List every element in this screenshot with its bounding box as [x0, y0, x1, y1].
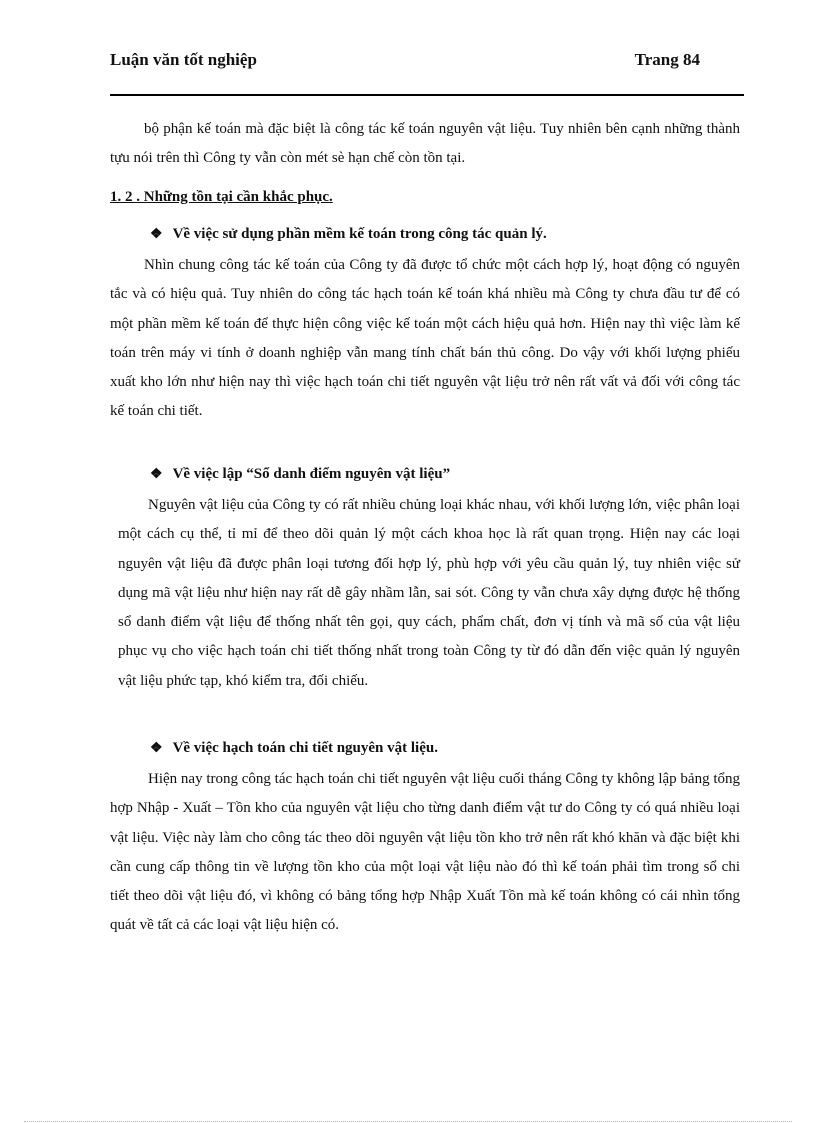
item-body: Nguyên vật liệu của Công ty có rất nhiều chủng loại khác nhau, với khối lượng lớn, việc phân loại một cách cụ thể, tỉ mỉ để theo dõi quản lý một cách khoa học là rất quan trọng. Hiện nay các loại nguyên vật liệu đã được phân loại tương đối hợp lý, phù hợp với yêu cầu quản lý, tuy nhiên việc sử dụng mã vật liệu như hiện nay rất dễ gây nhầm lẫn, sai sót. Công ty vẫn chưa xây dựng được hệ thống sổ danh điểm vật liệu để thống nhất tên gọi, quy cách, phẩm chất, đơn vị tính và mã số của vật liệu phục vụ cho việc hạch toán chi tiết thống nhất trong toàn Công ty từ đó dẫn đến việc quản lý nguyên vật liệu phức tạp, khó kiểm tra, đối chiếu. [118, 497, 740, 689]
diamond-bullet-icon: ❖ [150, 467, 163, 482]
item-heading [150, 464, 450, 485]
header-divider [110, 94, 744, 96]
item-heading-text: Về việc hạch toán chi tiết nguyên vật liệu. [172, 740, 438, 756]
item-body: Nhìn chung công tác kế toán của Công ty đã được tổ chức một cách hợp lý, hoạt động có nguyên tắc và có hiệu quả. Tuy nhiên do công tác hạch toán kế toán khá nhiều mà Công ty chưa đầu tư để có một phần mềm kế toán để thực hiện công việc kế toán một cách hiệu quả hơn. Hiện nay thì việc làm kế toán trên máy vi tính ở doanh nghiệp vẫn mang tính chất bán thủ công. Do vậy với khối lượng phiếu xuất kho lớn như hiện nay thì việc hạch toán chi tiết nguyên vật liệu trở nên rất vất vả đối với công tác kế toán chi tiết. [110, 257, 740, 420]
item-body: Hiện nay trong công tác hạch toán chi tiết nguyên vật liệu cuối tháng Công ty không lập bảng tổng hợp Nhập - Xuất – Tồn kho của nguyên vật liệu cho từng danh điểm vật tư do Công ty có quá nhiều loại vật liệu. Việc này làm cho công tác theo dõi nguyên vật liệu tồn kho trở nên rất khó khăn và đặc biệt khi cần cung cấp thông tin về lượng tồn kho của một loại vật liệu nào đó thì kế toán phải tìm trong sổ chi tiết theo dõi vật liệu đó, vì không có bảng tổng hợp Nhập Xuất Tồn mà kế toán không có cái nhìn tổng quát về tất cả các loại vật liệu hiện có. [110, 771, 740, 934]
item-heading [150, 224, 547, 245]
diamond-bullet-icon: ❖ [150, 227, 163, 242]
diamond-bullet-icon: ❖ [150, 741, 163, 756]
section-heading: 1. 2 . Những tồn tại cần khắc phục. [110, 189, 333, 205]
page-number: Trang 84 [634, 50, 700, 69]
item-heading-text: Về việc lập “Sổ danh điểm nguyên vật liệu” [172, 466, 451, 482]
page-bottom-border [24, 1121, 792, 1122]
intro-paragraph: bộ phận kế toán mà đặc biệt là công tác kế toán nguyên vật liệu. Tuy nhiên bên cạnh những thành tựu nói trên thì Công ty vẫn còn mét sè hạn chế còn tồn tại. [110, 121, 740, 167]
document-title: Luận văn tốt nghiệp [110, 50, 257, 69]
page-header [110, 50, 700, 74]
item-heading [150, 738, 438, 759]
item-heading-text: Về việc sử dụng phần mềm kế toán trong công tác quản lý. [172, 226, 547, 242]
